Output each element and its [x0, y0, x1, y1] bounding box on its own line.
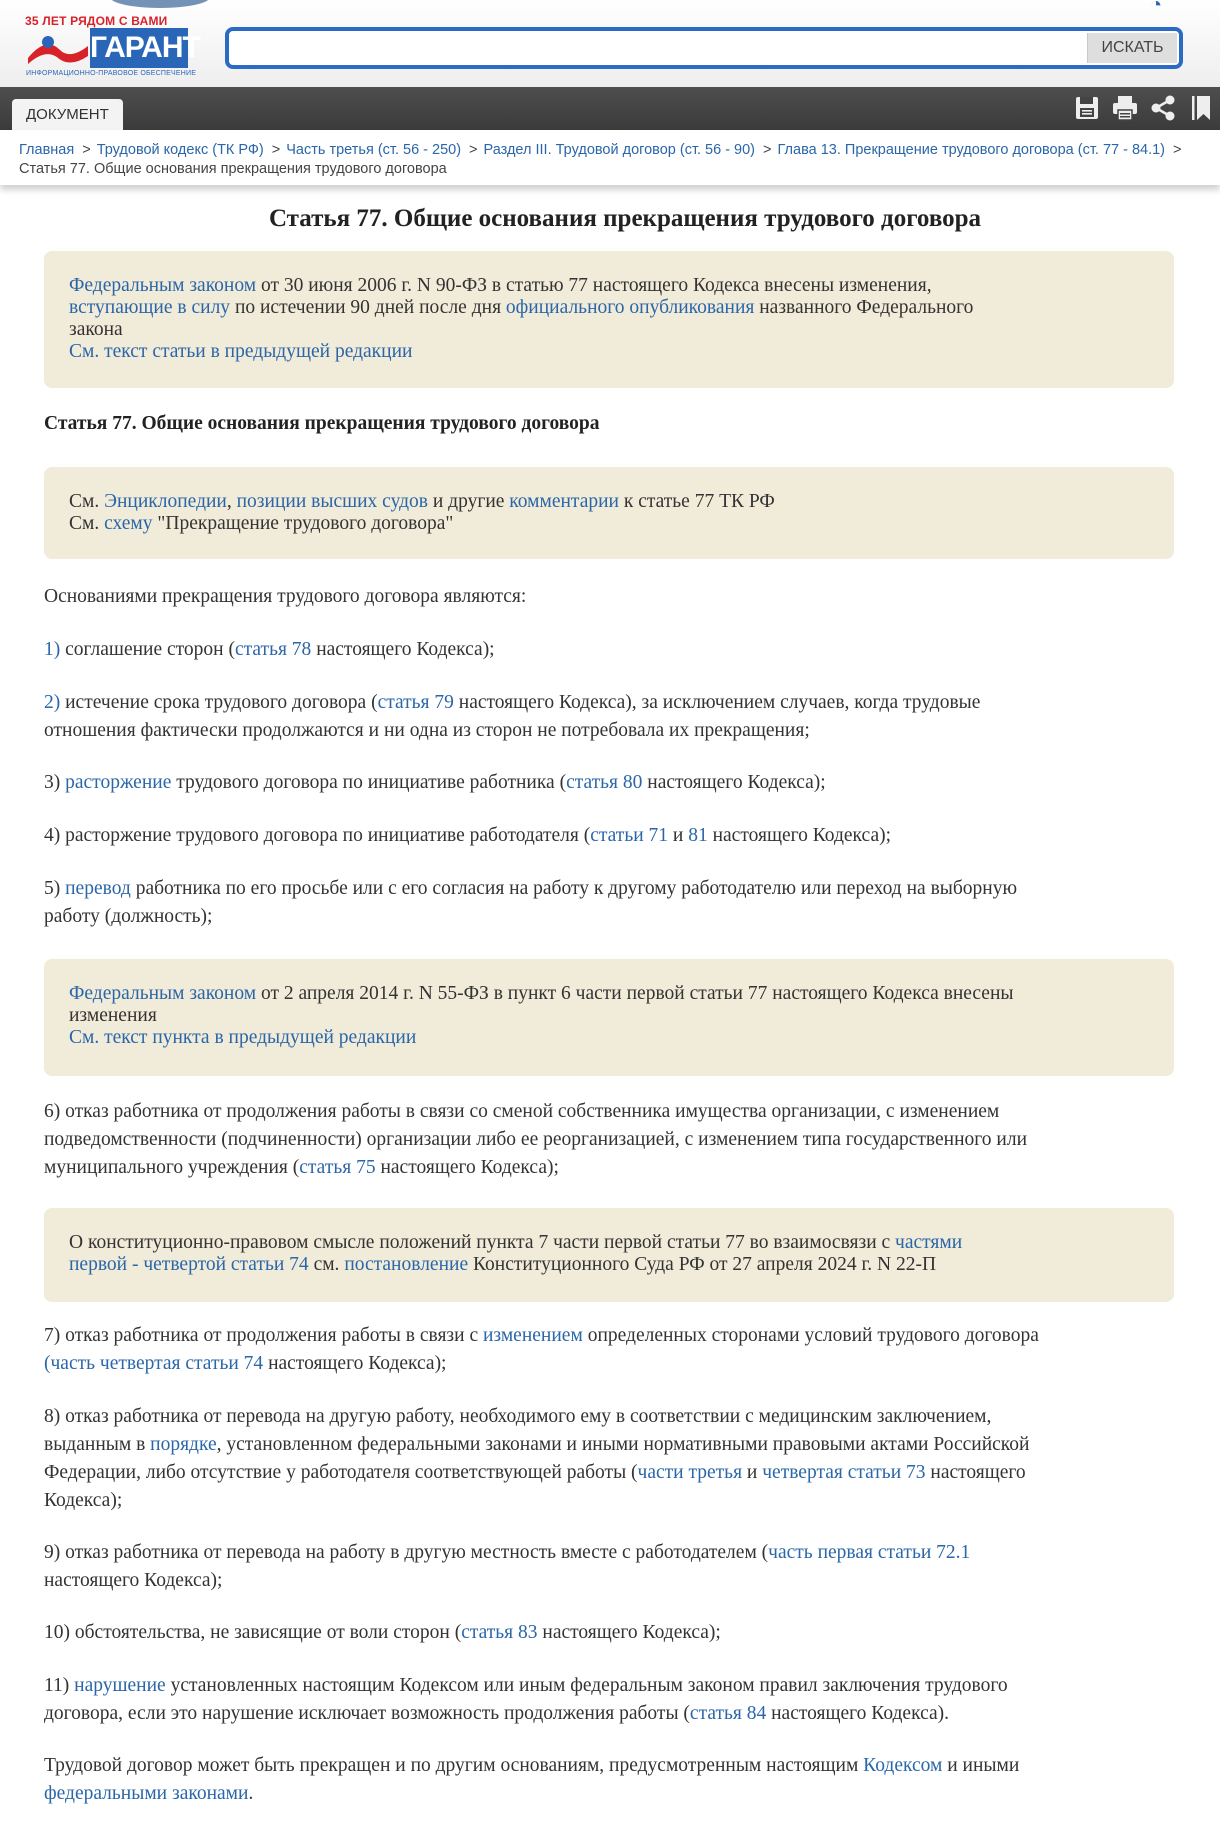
- breadcrumb-item-part-three[interactable]: Часть третья (ст. 56 - 250): [286, 142, 462, 158]
- note-line: изменения: [69, 1005, 157, 1026]
- note-text: названного Федерального: [754, 297, 974, 318]
- item-line: [44, 1459, 1179, 1487]
- item-text: , установленном федеральными законами и иными нормативными правовыми актами Российской: [216, 1434, 1030, 1455]
- item-text: истечение срока трудового договора (: [60, 692, 378, 713]
- note-text: ,: [226, 491, 237, 512]
- logo-swoosh-icon[interactable]: [26, 32, 90, 66]
- list-item: [44, 1539, 1179, 1595]
- breadcrumb-trail: [19, 141, 1199, 179]
- article-78-link[interactable]: статья 78: [234, 639, 312, 660]
- note-line: закона: [69, 319, 123, 340]
- amendment-note: [44, 251, 1174, 388]
- change-link[interactable]: изменением: [482, 1325, 583, 1346]
- list-item: [44, 1403, 1179, 1515]
- article-75-link[interactable]: статья 75: [299, 1157, 376, 1178]
- article-74-part-4-link[interactable]: часть четвертая статьи 74: [50, 1353, 264, 1374]
- item-number: 11): [44, 1675, 75, 1696]
- item-line: настоящего Кодекса);: [44, 1570, 223, 1591]
- encyclopedia-link[interactable]: Энциклопедии: [104, 491, 227, 512]
- list-item: [44, 1098, 1179, 1182]
- item-line: работу (должность);: [44, 906, 213, 927]
- document-toolbar: [0, 87, 1220, 130]
- federal-law-link[interactable]: Федеральным законом: [69, 983, 257, 1004]
- item-text: выданным в: [44, 1434, 151, 1455]
- item-text: настоящего Кодекса);: [263, 1353, 447, 1374]
- termination-link[interactable]: расторжение: [65, 772, 172, 793]
- note-line: [69, 275, 1149, 297]
- list-item: [44, 1322, 1179, 1378]
- note-text: См.: [69, 513, 105, 534]
- note-line: [69, 983, 1149, 1005]
- item-text: и: [668, 825, 689, 846]
- item-2-number-link[interactable]: 2): [44, 692, 61, 713]
- transfer-link[interactable]: перевод: [65, 878, 131, 899]
- bookmark-icon[interactable]: [1186, 93, 1216, 123]
- item-text: настоящего: [925, 1462, 1026, 1483]
- list-item: [44, 1619, 1179, 1647]
- amendment-note: [44, 959, 1174, 1076]
- note-text: от 30 июня 2006 г. N 90-ФЗ в статью 77 настоящего Кодекса внесены изменения,: [256, 275, 932, 296]
- item-text: настоящего Кодекса);: [707, 825, 892, 846]
- item-text: (: [44, 1353, 51, 1374]
- item-line: [44, 1322, 1179, 1350]
- page-title: Статья 77. Общие основания прекращения трудового договора: [268, 205, 982, 232]
- list-item: [44, 769, 1179, 797]
- search-box: [225, 27, 1183, 69]
- breadcrumb-separator: >: [82, 142, 91, 158]
- list-item: [44, 822, 1179, 850]
- item-text: соглашение сторон (: [60, 639, 235, 660]
- list-item: [44, 636, 1179, 664]
- note-line: [69, 1232, 1149, 1254]
- item-line: отношения фактически продолжаются и ни одна из сторон не потребовала их прекращения;: [44, 720, 810, 741]
- note-line: [69, 1027, 1149, 1049]
- decorative-banner-car: [110, 0, 210, 8]
- breadcrumb-current: Статья 77. Общие основания прекращения трудового договора: [19, 161, 447, 177]
- higher-courts-link[interactable]: позиции высших судов: [236, 491, 428, 512]
- official-publication-link[interactable]: официального опубликования: [505, 297, 755, 318]
- article-73-part-3-link[interactable]: части третья: [637, 1462, 743, 1483]
- federal-law-link[interactable]: Федеральным законом: [69, 275, 257, 296]
- note-text: Конституционного Суда РФ от 27 апреля 2024 г. N 22-П: [468, 1254, 937, 1275]
- item-text: договора, если это нарушение исключает возможность продолжения работы (: [44, 1703, 690, 1724]
- list-item: [44, 1672, 1179, 1728]
- article-80-link[interactable]: статья 80: [566, 772, 643, 793]
- item-line: 8) отказ работника от перевода на другую работу, необходимого ему в соответствии с медицинским заключением,: [44, 1406, 992, 1427]
- parts-link[interactable]: частями: [895, 1232, 963, 1253]
- note-text: "Прекращение трудового договора": [152, 513, 454, 534]
- item-text: определенных сторонами условий трудового договора: [582, 1325, 1039, 1346]
- federal-laws-link[interactable]: федеральными законами: [44, 1783, 249, 1804]
- closing-paragraph: [44, 1752, 1179, 1808]
- procedure-link[interactable]: порядке: [150, 1434, 217, 1455]
- note-text: О конституционно-правовом смысле положений пункта 7 части первой статьи 77 во взаимосвязи с: [69, 1232, 896, 1253]
- violation-link[interactable]: нарушение: [74, 1675, 166, 1696]
- article-73-part-4-link[interactable]: четвертая статьи 73: [762, 1462, 926, 1483]
- note-text: См.: [69, 491, 105, 512]
- breadcrumb-separator: >: [271, 142, 281, 158]
- article-72-1-link[interactable]: часть первая статьи 72.1: [768, 1542, 971, 1563]
- article-heading: Статья 77. Общие основания прекращения трудового договора: [44, 413, 600, 434]
- item-line: [44, 1672, 1179, 1700]
- note-text: и другие: [427, 491, 510, 512]
- comments-link[interactable]: комментарии: [509, 491, 619, 512]
- item-text: настоящего Кодекса);: [642, 772, 826, 793]
- note-line: [69, 341, 1149, 363]
- item-text: настоящего Кодекса), за исключением случаев, когда трудовые: [453, 692, 981, 713]
- item-text: установленных настоящим Кодексом или иным федеральным законом правил заключения трудового: [165, 1675, 1008, 1696]
- logo-subtitle: ИНФОРМАЦИОННО-ПРАВОВОЕ ОБЕСПЕЧЕНИЕ: [26, 70, 197, 77]
- share-icon[interactable]: [1148, 93, 1178, 123]
- item-text: муниципального учреждения (: [44, 1157, 300, 1178]
- breadcrumb-separator: >: [469, 142, 478, 158]
- item-text: трудового договора по инициативе работника (: [171, 772, 567, 793]
- item-text: настоящего Кодекса);: [375, 1157, 559, 1178]
- list-item: [44, 875, 1179, 931]
- item-line: [44, 875, 1179, 903]
- note-text: см.: [308, 1254, 345, 1275]
- note-line: [69, 513, 1149, 535]
- breadcrumb-item-chapter-13[interactable]: Глава 13. Прекращение трудового договора (ст. 77 - 84.1): [777, 142, 1166, 158]
- article-84-link[interactable]: статья 84: [689, 1703, 767, 1724]
- item-line: [44, 1780, 1179, 1808]
- code-link[interactable]: Кодексом: [863, 1755, 943, 1776]
- item-text: и: [742, 1462, 763, 1483]
- item-line: [44, 1752, 1179, 1780]
- article-71-link[interactable]: статьи 71: [590, 825, 669, 846]
- item-number: 5): [44, 878, 66, 899]
- site-header: [0, 0, 1220, 88]
- print-icon[interactable]: [1110, 93, 1140, 123]
- note-line: [69, 491, 1149, 513]
- previous-edition-link[interactable]: См. текст статьи в предыдущей редакции: [69, 341, 413, 362]
- item-text: 9) отказ работника от перевода на работу в другую местность вместе с работодателем (: [44, 1542, 769, 1563]
- breadcrumb-separator: >: [763, 142, 772, 158]
- item-text: .: [248, 1783, 254, 1804]
- note-text: к статье 77 ТК РФ: [618, 491, 775, 512]
- list-item: [44, 689, 1179, 745]
- search-input[interactable]: [235, 36, 1081, 62]
- breadcrumb-separator: >: [1173, 142, 1182, 158]
- resolution-link[interactable]: постановление: [344, 1254, 469, 1275]
- breadcrumb-item-section-three[interactable]: Раздел III. Трудовой договор (ст. 56 - 90): [483, 142, 756, 158]
- breadcrumb-item-home[interactable]: Главная: [19, 142, 75, 158]
- item-line: [44, 1350, 1179, 1378]
- item-text: 10) обстоятельства, не зависящие от воли сторон (: [44, 1622, 462, 1643]
- decorative-corner-icon: ◔: [1150, 0, 1163, 16]
- item-1-number-link[interactable]: 1): [44, 639, 61, 660]
- intro-paragraph: Основаниями прекращения трудового договора являются:: [44, 586, 527, 607]
- tab-document[interactable]: ДОКУМЕНТ: [12, 99, 123, 130]
- item-line: [44, 1154, 1179, 1182]
- item-line: [44, 689, 1179, 717]
- item-text: Федерации, либо отсутствие у работодателя соответствующей работы (: [44, 1462, 638, 1483]
- search-button[interactable]: ИСКАТЬ: [1087, 33, 1177, 63]
- item-number: 3): [44, 772, 66, 793]
- item-line: Кодекса);: [44, 1490, 123, 1511]
- item-line: [44, 1539, 1179, 1567]
- note-line: [69, 297, 1149, 319]
- item-line: 6) отказ работника от продолжения работы в связи со сменой собственника имущества организации, с изменением: [44, 1101, 1000, 1122]
- article-79-link[interactable]: статья 79: [377, 692, 454, 713]
- note-text: по истечении 90 дней после дня: [230, 297, 506, 318]
- item-text: настоящего Кодекса).: [766, 1703, 949, 1724]
- constitutional-court-note: [44, 1208, 1174, 1302]
- scheme-link[interactable]: схему: [104, 513, 153, 534]
- logo-tagline: 35 ЛЕТ РЯДОМ С ВАМИ: [25, 14, 168, 28]
- item-text: и иными: [942, 1755, 1020, 1776]
- garant-logo[interactable]: ГАРАНТ: [90, 28, 188, 68]
- previous-edition-link[interactable]: См. текст пункта в предыдущей редакции: [69, 1027, 417, 1048]
- effective-date-link[interactable]: вступающие в силу: [69, 297, 231, 318]
- item-line: [44, 1700, 1179, 1728]
- item-text: Трудовой договор может быть прекращен и по другим основаниям, предусмотренным настоящим: [44, 1755, 864, 1776]
- article-81-link[interactable]: 81: [688, 825, 708, 846]
- item-text: работника по его просьбе или с его согласия на работу к другому работодателю или переход на выборную: [130, 878, 1018, 899]
- item-text: настоящего Кодекса);: [537, 1622, 721, 1643]
- item-text: настоящего Кодекса);: [311, 639, 495, 660]
- breadcrumb-item-labor-code[interactable]: Трудовой кодекс (ТК РФ): [96, 142, 264, 158]
- note-line: [69, 1254, 1149, 1276]
- item-line: подведомственности (подчиненности) организации либо ее реорганизацией, с изменением типа государственного или: [44, 1129, 1028, 1150]
- note-text: от 2 апреля 2014 г. N 55-ФЗ в пункт 6 части первой статьи 77 настоящего Кодекса внесены: [256, 983, 1014, 1004]
- save-icon[interactable]: [1072, 93, 1102, 123]
- article-74-parts-link[interactable]: первой - четвертой статьи 74: [69, 1254, 309, 1275]
- item-text: 4) расторжение трудового договора по инициативе работодателя (: [44, 825, 591, 846]
- item-line: [44, 1431, 1179, 1459]
- breadcrumb: [0, 130, 1220, 185]
- reference-note: [44, 467, 1174, 559]
- item-text: 7) отказ работника от продолжения работы в связи с: [44, 1325, 483, 1346]
- article-83-link[interactable]: статья 83: [461, 1622, 538, 1643]
